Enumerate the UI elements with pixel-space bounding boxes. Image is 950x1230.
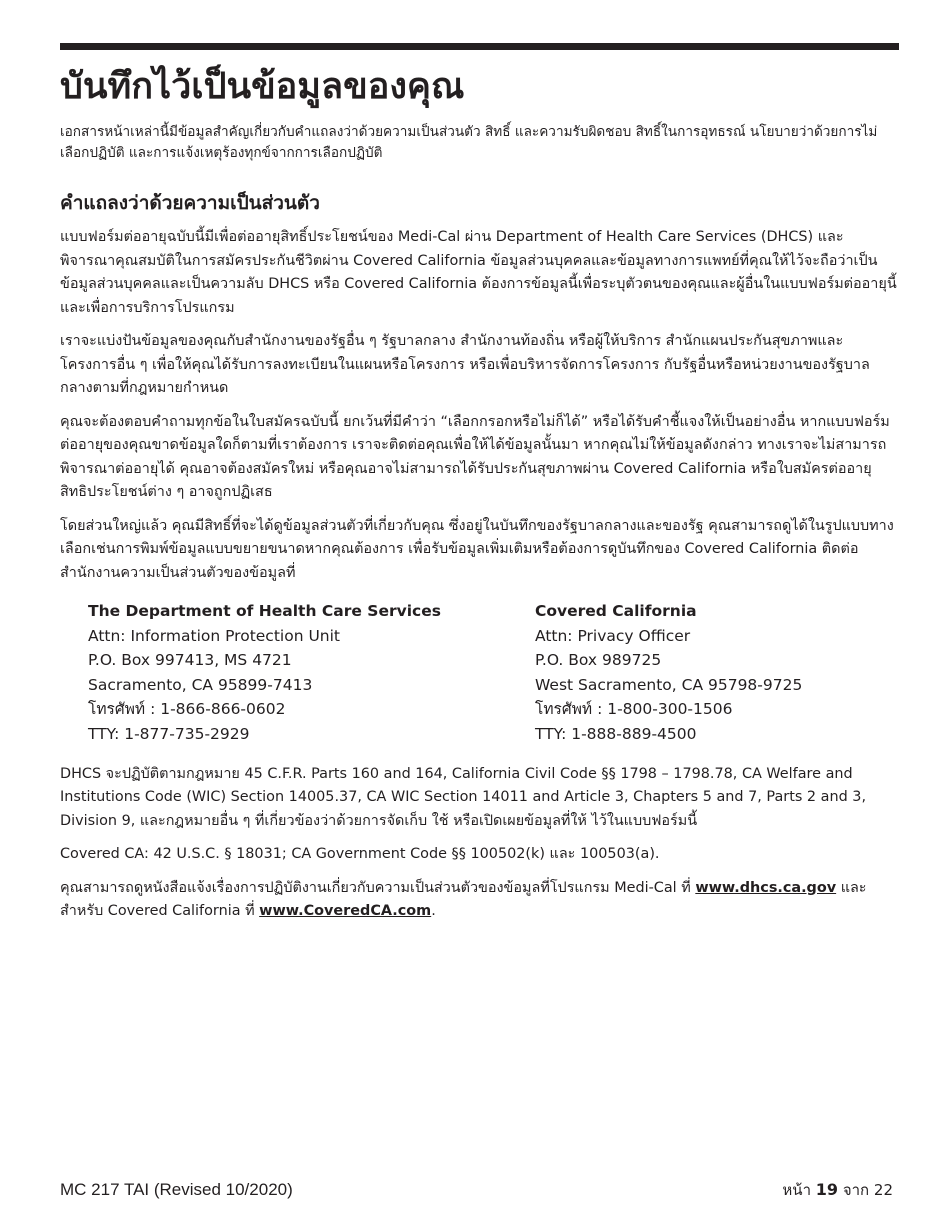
covered-city: West Sacramento, CA 95798-9725: [535, 675, 803, 694]
intro-paragraph: เอกสารหน้าเหล่านี้มีข้อมูลสำคัญเกี่ยวกับคำแถลงว่าด้วยความเป็นส่วนตัว สิทธิ์ และความรับผิดชอบ สิทธิ์ในการอุทธรณ์ นโยบายว่าด้วยการไม่เลือกปฏิบัติ และการแจ้งเหตุร้องทุกข์จากการเลือกปฏิบัติ: [60, 124, 878, 161]
dhcs-law-paragraph: DHCS จะปฏิบัติตามกฎหมาย 45 C.F.R. Parts 160 and 164, California Civil Code §§ 1798 – 1798.78, CA Welfare and Institutions Code (WIC) Section 14005.37, CA WIC Section 14011 and Article 3, Chapters 5 and 7, Parts 2 and 3, Division 9, และกฎหมายอื่น ๆ ที่เกี่ยวข้องว่าด้วยการจัดเก็บ ใช้ หรือเปิดเผยข้อมูลที่ให้ ไว้ในแบบฟอร์มนี้: [60, 765, 867, 829]
privacy-paragraph-4: โดยส่วนใหญ่แล้ว คุณมีสิทธิ์ที่จะได้ดูข้อมูลส่วนตัวที่เกี่ยวกับคุณ ซึ่งอยู่ในบันทึกของรัฐบาลกลางและของรัฐ คุณสามารถดูได้ในรูปแบบทางเลือกเช่นการพิมพ์ข้อมูลแบบขยายขนาดหากคุณต้องการ เพื่อรับข้อมูลเพิ่มเติมหรือต้องการดูบันทึกของ Covered California ติดต่อสำนักงานความเป็นส่วนตัวของข้อมูลที่: [60, 517, 894, 581]
dhcs-tty: TTY: 1-877-735-2929: [88, 724, 250, 743]
page-title: บันทึกไว้เป็นข้อมูลของคุณ: [60, 65, 465, 107]
privacy-paragraph-3: คุณจะต้องตอบคำถามทุกข้อในใบสมัครฉบับนี้ ยกเว้นที่มีคำว่า “เลือกกรอกหรือไม่ก็ได้” หรือได้รับคำชี้แจงให้เป็นอย่างอื่น หากแบบฟอร์มต่ออายุของคุณขาดข้อมูลใดก็ตามที่เราต้องการ เราจะติดต่อคุณเพื่อให้ได้ข้อมูลนั้นมา หากคุณไม่ให้ข้อมูลดังกล่าว ทางเราจะไม่สามารถพิจารณาต่ออายุได้ คุณอาจต้องสมัครใหม่ หรือคุณอาจไม่สามารถได้รับประกันสุขภาพผ่าน Covered California หรือใบสมัครต่ออายุสิทธิประโยชน์ต่าง ๆ อาจถูกปฏิเสธ: [60, 413, 890, 500]
privacy-heading: คำแถลงว่าด้วยความเป็นส่วนตัว: [60, 192, 320, 214]
page-content: [60, 122, 898, 934]
covered-po-box: P.O. Box 989725: [535, 651, 662, 670]
notice-mid: และสำหรับ Covered California ที่: [60, 879, 867, 920]
covered-law-paragraph: Covered CA: 42 U.S.C. § 18031; CA Government Code §§ 100502(k) และ 100503(a).: [60, 846, 660, 863]
dhcs-po-box: P.O. Box 997413, MS 4721: [88, 651, 292, 670]
covered-tty: TTY: 1-888-889-4500: [535, 724, 697, 743]
covered-org-name: Covered California: [535, 602, 697, 620]
form-identifier: MC 217 TAI (Revised 10/2020): [60, 1180, 293, 1199]
page-number: [782, 1180, 893, 1200]
notice-prefix: คุณสามารถดูหนังสือแจ้งเรื่องการปฏิบัติงานเกี่ยวกับความเป็นส่วนตัวของข้อมูลที่โปรแกรม Medi-Cal ที่: [60, 879, 691, 896]
notice-end: .: [431, 903, 436, 920]
privacy-paragraph-2: เราจะแบ่งปันข้อมูลของคุณกับสำนักงานของรัฐอื่น ๆ รัฐบาลกลาง สำนักงานท้องถิ่น หรือผู้ให้บริการ สำนักแผนประกันสุขภาพและโครงการอื่น ๆ เพื่อให้คุณได้รับการลงทะเบียนในแผนหรือโครงการ หรือเพื่อบริหารจัดการโครงการ กับรัฐอื่นหรือหน่วยงานของรัฐบาลกลางตามที่กฎหมายกำหนด: [60, 333, 870, 396]
dhcs-website-link[interactable]: www.dhcs.ca.gov: [695, 879, 837, 896]
dhcs-city: Sacramento, CA 95899-7413: [88, 675, 313, 694]
top-rule: [60, 43, 899, 50]
dhcs-attn: Attn: Information Protection Unit: [88, 626, 341, 645]
privacy-notice-paragraph: [60, 877, 898, 924]
of-label: จาก: [842, 1181, 870, 1199]
page-label: หน้า: [782, 1181, 811, 1199]
dhcs-address: [88, 599, 535, 747]
dhcs-phone: โทรศัพท์ : 1-866-866-0602: [88, 700, 286, 719]
privacy-paragraph-1: แบบฟอร์มต่ออายุฉบับนี้มีเพื่อต่ออายุสิทธิ์ประโยชน์ของ Medi-Cal ผ่าน Department of Health Care Services (DHCS) และพิจารณาคุณสมบัติในการสมัครประกันชีวิตผ่าน Covered California ข้อมูลส่วนบุคคลและข้อมูลทางการแพทย์ที่คุณให้ไว้จะถือว่าเป็นข้อมูลส่วนบุคคลและเป็นความลับ DHCS หรือ Covered California ต้องการข้อมูลนี้เพื่อระบุตัวตนของคุณและผู้อื่นในแบบฟอร์มต่ออายุนี้และเพื่อการบริการโปรแกรม: [60, 229, 897, 316]
covered-attn: Attn: Privacy Officer: [535, 626, 691, 645]
dhcs-org-name: The Department of Health Care Services: [88, 602, 441, 620]
current-page-number: 19: [815, 1180, 839, 1199]
contact-addresses: [60, 599, 898, 747]
covered-phone: โทรศัพท์ : 1-800-300-1506: [535, 700, 733, 719]
total-pages: 22: [873, 1181, 893, 1199]
covered-website-link[interactable]: www.CoveredCA.com: [259, 903, 432, 920]
covered-address: [535, 599, 802, 747]
